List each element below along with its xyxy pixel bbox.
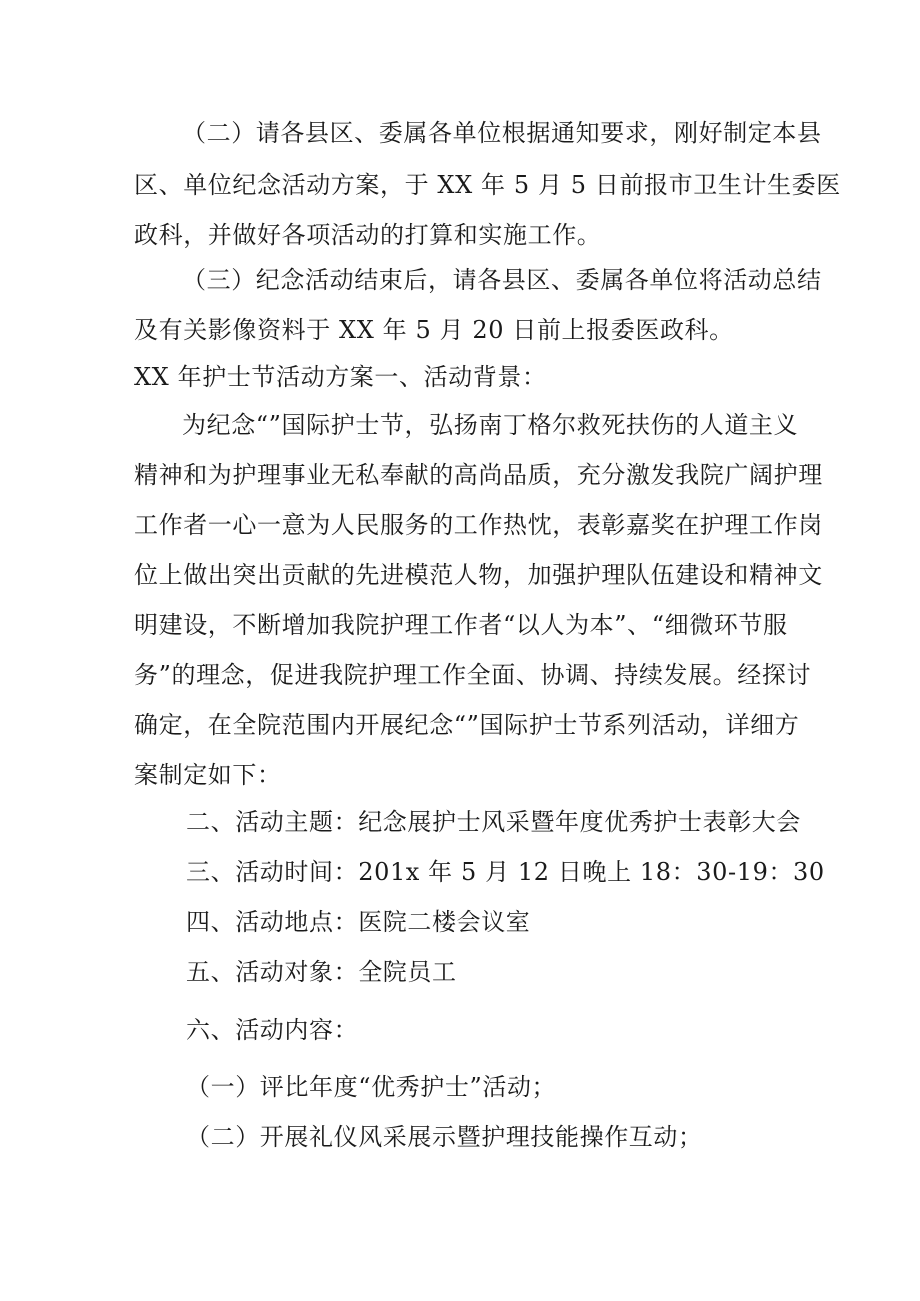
text-line: 确定，在全院范围内开展纪念“”国际护士节系列活动，详细方 — [134, 711, 800, 739]
text-line: （二）请各县区、委属各单位根据通知要求，刚好制定本县 — [182, 119, 822, 147]
text-line: 精神和为护理事业无私奉献的高尚品质，充分激发我院广阔护理 — [134, 461, 823, 489]
activity-item: （二）开展礼仪风采展示暨护理技能操作互动； — [186, 1123, 703, 1151]
text-line: 及有关影像资料于 XX 年 5 月 20 日前上报委医政科。 — [134, 316, 734, 344]
activity-item: （一）评比年度“优秀护士”活动； — [186, 1073, 557, 1101]
text-line: 务”的理念，促进我院护理工作全面、协调、持续发展。经探讨 — [134, 661, 812, 689]
text-line: 区、单位纪念活动方案，于 XX 年 5 月 5 日前报市卫生计生委医 — [134, 171, 841, 199]
activity-content-heading: 六、活动内容： — [186, 1016, 359, 1044]
activity-location: 四、活动地点：医院二楼会议室 — [186, 908, 531, 936]
text-line: XX 年护士节活动方案一、活动背景： — [134, 363, 547, 391]
activity-time: 三、活动时间：201x 年 5 月 12 日晚上 18：30-19：30 — [186, 858, 825, 886]
text-line: 明建设，不断增加我院护理工作者“以人为本”、“细微环节服 — [134, 611, 788, 639]
text-line: （三）纪念活动结束后，请各县区、委属各单位将活动总结 — [182, 266, 822, 294]
activity-audience: 五、活动对象：全院员工 — [186, 958, 457, 986]
text-line: 位上做出突出贡献的先进模范人物，加强护理队伍建设和精神文 — [134, 561, 823, 589]
text-line: 政科，并做好各项活动的打算和实施工作。 — [134, 221, 602, 249]
text-line: 案制定如下： — [134, 761, 282, 789]
text-line: 工作者一心一意为人民服务的工作热忱，表彰嘉奖在护理工作岗 — [134, 511, 823, 539]
text-line: 为纪念“”国际护士节，弘扬南丁格尔救死扶伤的人道主义 — [182, 411, 799, 439]
activity-theme: 二、活动主题：纪念展护士风采暨年度优秀护士表彰大会 — [186, 808, 801, 836]
